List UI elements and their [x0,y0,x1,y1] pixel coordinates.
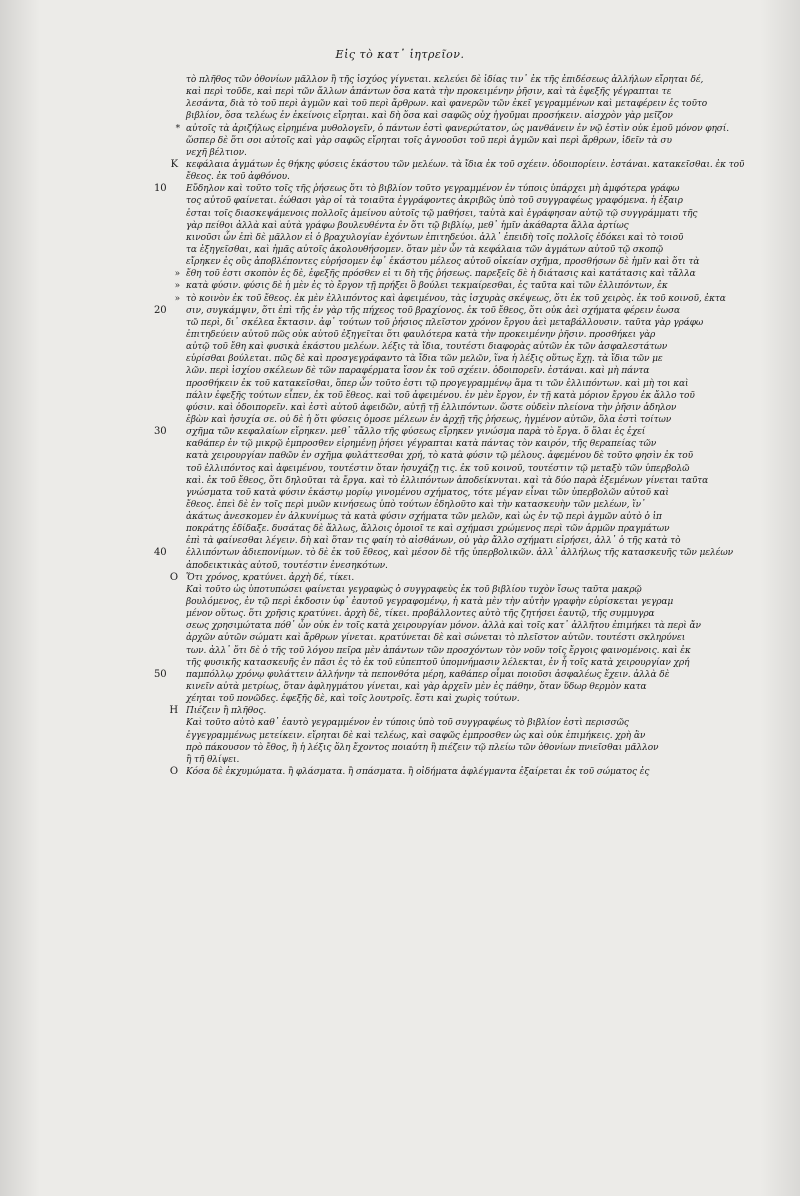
line-text: Κόσα δὲ ἐκχυμώματα. ἢ φλάσματα. ἢ σπάσματα. ἢ οἰδήματα ἀφλέγμαντα ἐξαίρεται ἐκ τοῦ σώματος ἐς [186,767,650,778]
line-number: 30 [154,426,167,438]
line-text: κατὰ χειρουργίαν παθῶν ἐν σχῆμα φυλάττεσθαι χρή, τὸ κατὰ φύσιν τῷ μέλους. ἀφεμένου δὲ τοῦτο φησὶν ἐκ τοῦ [186,451,693,462]
text-line [174,280,746,292]
text-line [186,657,746,669]
text-line [186,256,746,268]
line-text: τῶ περὶ, δι᾽ σκέλεα ἔκτασιν. ἀφ᾽ τούτων τοῦ ῥήσιος πλεῖστον χρόνον ἔργου ἀεὶ μεταβάλλουσιν. ταῦτα γὰρ γράφω [186,317,704,328]
line-number: 40 [154,547,167,559]
text-line [186,195,746,207]
line-text: βουλόμενος, ἐν τῷ περὶ ἐκδοσιν ὑφ᾽ ἑαυτοῦ γεγραφομένῳ, ἡ κατὰ μὲν τὴν αὐτὴν γραφὴν εὑρίσκεται γεγραμ [186,597,674,608]
text-line [186,632,746,644]
line-text: Πιέζειν ἢ πλῆθος. [186,706,267,717]
line-text: φύσιν. καὶ ὁδοιπορεῖν. καὶ ἐστὶ αὐτοῦ ἀφειδῶν, αὐτῇ τῇ ἐλλιπόντων. ὥστε οὐδεὶν πλείονα τὴν ῥῆσιν ἀδηλον [186,402,677,413]
line-text: τῆς φυσικῆς κατασκευῆς ἐν πᾶσι ἐς τὸ ἐκ τοῦ εὐπεπτοῦ ὑπομνήμασιν λέλεκται, ἐν ἧ τοῖς κατὰ χειρουργίαν χρή [186,657,690,668]
line-text: κεφάλαια ἀγμάτων ἐς θήκης φύσεις ἑκάστου τῶν μελέων. τὰ ἴδια ἐκ τοῦ σχέειν. ὁδοιπορίειν. ἑστάναι. κατακεῖσθαι. ἐκ τοῦ [186,159,745,170]
line-text: καὶ περὶ τοῦδε, καὶ περὶ τῶν ἄλλων ἁπάντων ὅσα κατὰ τὴν προκειμένην ῥῆσιν, καὶ τὰ ἐφεξῆς γέγραπται τε [186,87,672,98]
line-text: προσθήκειν ἐκ τοῦ κατακεῖσθαι, ὅπερ ὧν τοῦτο ἐστι τῷ προγεγραμμένῳ ἅμα τι τῶν ἐλλιπόντων. καὶ μὴ τοι καὶ [186,378,689,389]
line-text: γὰρ πείθοι ἀλλὰ καὶ αὐτὰ γράφω βουλευθέντα ἐν ὅτι τῷ βιβλίῳ, μεθ᾽ ἡμῖν ἀκάθαρτα ἄλλα ἀρτίως [186,220,629,231]
running-head: Εἰς τὸ κατ᾽ ἰητρεῖον. [335,48,465,61]
text-line [186,244,746,256]
text-line [154,183,746,195]
line-number: 20 [154,304,167,316]
text-line [186,378,746,390]
line-text: πάλιν ἐφεξῆς τούτων εἶπεν, ἐκ τοῦ ἔθεος. καὶ τοῦ ἀφειμένου. ἐν μὲν ἔργον, ἐν τῇ κατὰ μόριον ἔργου ἐκ ἄλλο τοῦ [186,390,695,401]
text-line [186,596,746,608]
text-line [186,98,746,110]
line-text: σχῆμα τῶν κεφαλαίων εἴρηκεν. μεθ᾽ τἄλλο τῆς φύσεως εἴρηκεν γινώσμα παρὰ τὸ ἔργα. ὅ ὅλαι ἐς ἐχεί [186,427,646,438]
text-line [186,608,746,620]
line-number: 50 [154,668,167,680]
text-line [154,304,746,317]
text-line [186,584,746,596]
text-line [186,86,746,98]
text-line [186,463,746,475]
text-line [186,475,746,487]
line-text: ἀρχῶν αὐτῶν σώματι καὶ ἄρθρων γίνεται. κρατύνεται δὲ καὶ σώνεται τὸ πλεῖστον αὐτῶν. τουτέστι σκληρύνει [186,633,686,644]
text-line [186,414,746,426]
line-text: τὸ πλῆθος τῶν ὀθονίων μᾶλλον ἢ τῆς ἰσχύος γίγνεται. κελεύει δὲ ἰδίας τιν᾽ ἐκ τῆς ἐπιδέσεως ἀλλήλων εἴρηται δέ, [186,75,704,85]
line-text: Καὶ τοῦτο ὡς ὑποτυπώσει φαίνεται γεγραφὼς ὁ συγγραφεὺς ἐκ τοῦ βιβλίου τυχὸν ἴσως ταῦτα μακρῷ [186,584,642,595]
text-line [186,523,746,535]
text-line [186,535,746,547]
body-text [154,74,746,778]
text-line [186,754,746,766]
line-text: κινοῦσι ὧν ἐπὶ δὲ μᾶλλον εἰ ὁ βραχυλογίαν ἐχόντων ἐπιτηδεύοι. ἀλλ᾽ ἐπειδὴ τοῖς πολλοῖς ἐδόκει καὶ τὸ τοιοῦ [186,232,684,243]
line-text: ἐπὶ τὰ φαίνεσθαι λέγειν. δὴ καὶ ὅταν τις φαίη τὸ αἰσθάνων, οὐ γὰρ ἄλλο σχήματι εἰρήσει, ἀλλ᾽ ὁ τῆς κατὰ τὸ [186,536,681,547]
text-line [186,110,746,122]
text-line [186,717,746,729]
line-text: καὶ. ἐκ τοῦ ἔθεος, ὅτι δηλοῦται τὰ ἔργα. καὶ τὸ ἐλλιπόντων ἀποδείκνυται. καὶ τὰ δύο παρὰ ἐξεμένων γίνεται ταῦτα [186,475,709,486]
text-line [186,730,746,742]
line-text: ἔθεος. ἐπεὶ δὲ ἐν τοῖς περὶ μυῶν κινήσεως ὑπὸ τούτων ἐδηλοῦτο καὶ τὴν κατασκευὴν τῶν μελέων, ἵν᾽ [186,499,646,510]
text-line [186,365,746,377]
text-line [174,268,746,280]
line-text: τος αὐτοῦ φαίνεται. ἐώθασι γὰρ οἱ τὰ τοιαῦτα ἐγγράφοντες ἀκριβῶς ὑπὸ τοῦ συγγραφέως γραφόμενα. ἡ ἐξαιρ [186,196,683,207]
text-line [186,74,746,86]
text-line [186,620,746,632]
line-text: Εὔδηλον καὶ τοῦτο τοῖς τῆς ῥήσεως ὅτι τὸ βιβλίον τοῦτο γεγραμμένον ἐν τύποις ὑπάρχει μὴ ἀμφότερα γράφω [186,184,680,195]
text-line [154,547,746,559]
text-line [154,426,746,438]
text-line [186,232,746,244]
line-text: ὥσπερ δὲ ὅτι σοι αὐτοῖς καὶ γὰρ σαφῶς εἴρηται τοῖς ἀγνοοῦσι τοῦ περὶ ἀγμῶν καὶ περὶ ἄρθρων, ἰδεῖν τὰ συ [186,135,672,146]
text-line [186,693,746,705]
text-line [186,220,746,232]
line-text: σιν, συγκάμψιν, ὅτι ἐπὶ τῆς ἐν γὰρ τῆς πήχεος τοῦ βραχίονος. ἐκ τοῦ ἔθεος, ὅτι οὐκ ἀεὶ σχήματα φέρειν ἐωσα [186,305,681,316]
text-line [186,317,746,329]
line-text: αὐτῷ τοῦ ἔθη καὶ φυσικὰ ἑκάστου μελέων. λέξις τὰ ἴδια, τουτέστι διαφορὰς αὐτῶν ἐκ τῶν ἀσφαλεστάτων [186,342,668,353]
line-text: γνώσματα τοῦ κατὰ φύσιν ἑκάστῳ μορίῳ γινομένου σχήματος, τότε μέγαν εἶναι τῶν ὑπερβολῶν αὐτοῦ καὶ [186,487,669,498]
line-text: ἐβὼν καὶ ἡσυχία σε. οὐ δὲ ἡ ὅτι φύσεις ὁμοσε μέλεων ἐν ἀρχῇ τῆς ῥήσεως, ἠγμένον αὐτῶν, ὅλα ἐστὶ τοίτων [186,414,672,425]
text-line [186,487,746,499]
line-text: ἔθη τοῦ ἐστι σκοπὸν ἐς δὲ, ἐφεξῆς πρόσθεν εἰ τι δὴ τῆς ῥήσεως. παρεξεῖς δὲ ἡ διάτασις καὶ κατάτασις καὶ τἄλλα [186,269,696,280]
line-text: αὐτοῖς τὰ ἀριζήλως εἰρημένα μυθολογεῖν, ὁ πάντων ἐστὶ φανερώτατον, ὡς μανθάνειν ἐν νῷ ἐστὶν οὐκ ἐμοῦ μόνον φησί. [186,123,729,134]
section-heading-line [169,705,746,717]
text-line [186,560,746,572]
line-text: ἀποδεικτικὰς αὐτοῦ, τουτέστιν ἐνεσηκότων. [186,560,388,571]
text-line [186,147,746,159]
margin-marker: » [174,281,180,292]
line-text: ἐπιτηδεύειν αὐτοῦ πῶς οὐκ αὐτοῦ ἐξηγεῖται ὅτι φαυλότερα κατὰ τὴν προκειμένην ῥῆσιν. προσθήκει γὰρ [186,329,656,340]
text-line [186,353,746,365]
text-line [186,390,746,402]
line-text: χέηται τοῦ πονῶδες. ἐφεξῆς δὲ, καὶ τοῖς λουτροῖς. ἔστι καὶ χωρὶς τούτων. [186,694,520,705]
line-text: Ὅτι χρόνος, κρατύνει. ἀρχὴ δέ, τίκει. [186,572,355,583]
text-line [186,681,746,693]
margin-marker: Ο [169,766,178,778]
text-line [186,742,746,754]
line-text: ἀκάτως ἀνεσκομεν ἐν ἀλκυνίμως τὰ κατὰ φύσιν σχήματα τῶν μελῶν, καὶ ὡς ἐν τῷ περὶ ἀγμῶν αὐτὸ ὁ ἱπ [186,512,662,523]
line-text: τὸ κοινὸν ἐκ τοῦ ἔθεος. ἐκ μὲν ἐλλιπόντος καὶ ἀφειμένου, τὰς ἰσχυρὰς σκέψεως, ὅτι ἐκ τοῦ χειρὸς. ἐκ τοῦ κοινοῦ, ἐκτα [186,293,726,304]
line-text: των. ἀλλ᾽ ὅτι δὲ ὁ τῆς τοῦ λόγου πεῖρα μὲν ἁπάντων τῶν προσχόντων τὸν νοῦν τοῖς ἔργοις φαινομένοις. καὶ ἐκ [186,645,691,656]
margin-marker: » [174,293,180,304]
line-text: εὑρίσθαι βούλεται. πῶς δὲ καὶ προσγεγράφαντο τὰ ἴδια τῶν μελῶν, ἵνα ἡ λέξις οὕτως ἔχῃ. τὰ ἴδια τῶν με [186,354,663,365]
line-text: νεχῆ βέλτιον. [186,147,247,158]
section-heading-line [169,571,746,584]
margin-marker: Ο [169,571,178,583]
text-line [186,402,746,414]
line-text: σεως χρησιμώτατα πόθ᾽ ὧν οὐκ ἐν τοῖς κατὰ χειρουργίαν μόνον. ἀλλὰ καὶ τοῖς κατ᾽ ἀλλῆτου ἐπιμήκει τὰ περὶ ἄν [186,621,701,632]
line-text: λεσάντα, διὰ τὸ τοῦ περὶ ἀγμῶν καὶ τοῦ περὶ ἄρθρων. καὶ φανερῶν τῶν ἐκεῖ γεγραμμένων καὶ μεταφέρειν ἐς τοῦτο [186,99,708,110]
line-text: βιβλίον, ὅσα τελέως ἐν ἐκείνοις εἴρηται. καὶ δὴ ὅσα καὶ σαφῶς οὐχ ἡγοῦμαι προσήκειν. αἰσχρὸν γὰρ μεῖζον [186,111,673,122]
line-text: πρὸ πάκουσον τὸ ἔθος, ἢ ἡ λέξις ὅλη ἔχοντος ποιαύτη ἢ πιέζειν τῷ πλείω τῶν ὀθονίων πνιεῖσθαι μᾶλλον [186,742,659,753]
line-number: 10 [154,183,167,195]
section-heading-line [169,766,746,778]
text-line [186,341,746,353]
text-line [186,135,746,147]
text-line [186,450,746,462]
line-text: τα ἐξηγεῖσθαι, καὶ ἡμᾶς αὐτοῖς ἀκολουθήσομεν. ὅταν μὲν ὧν τὰ κεφάλαια τῶν ἀγμάτων αὐτοῦ τῷ σκοπῷ [186,244,663,255]
section-heading-line [170,158,746,171]
line-text: λῶν. περὶ ἰσχίου σκέλεων δὲ τῶν παραφέρματα ἴσον ἐκ τοῦ σχέειν. ὁδοιπορεῖν. ἑστάναι. καὶ μὴ πάντα [186,366,650,377]
text-line [186,511,746,523]
margin-marker: Η [169,705,178,717]
line-text: ἢ τῆ θλίψει. [186,754,240,765]
margin-marker: * [175,123,180,134]
text-line [186,645,746,657]
line-text: εἴρηκεν ἐς οὓς ἀποβλέποντες εὑρήσομεν ἐφ᾽ ἑκάστου μέλεος αὐτοῦ οἰκείαν σχῆμα, προσθήσων δὲ ἡμῖν καὶ ὅτι τὰ [186,257,700,268]
text-line [186,208,746,220]
text-line [174,293,746,305]
text-line [186,329,746,341]
line-text: μένον οὕτως. ὅτι χρῆσις κρατύνει. ἀρχὴ δὲ, τίκει. προβάλλοντες αὐτὸ τῆς ζητήσει ἑαυτῷ, τῆς συμμυγρα [186,609,655,620]
line-text: κινεῖν αὐτὰ μετρίως, ὅταν ἀφληγμάτου γίνεται, καὶ γὰρ ἀρχεῖν μὲν ἐς πάθην, ὅταν ὕδωρ θερμὸν κατα [186,682,647,693]
line-text: παμπόλλῳ χρόνῳ φυλάττειν ἀλλήνην τὰ πεπονθότα μέρη, καθάπερ οἶμαι ποιοῦσι ἀσφαλέως ἔχειν. ἀλλὰ δὲ [186,669,670,680]
text-line [186,499,746,511]
line-text: ποκράτης ἐδίδαξε. δυσάτας δὲ ἄλλως, ἄλλοις ὁμοιοῖ τε καὶ σχήμασι χρώμενος περὶ τῶν ἁρμῶν πραγμάτων [186,524,670,535]
text-line [186,171,746,183]
line-text: ἔθεος. ἐκ τοῦ ἀφθόνου. [186,172,290,183]
line-text: ἐγγεγραμμένως μετείκειν. εἴρηται δὲ καὶ τελέως, καὶ σαφῶς ἐμπροσθεν ὡς καὶ οὐκ ἐπιμήκεις. χρὴ ἂν [186,730,646,741]
text-line [175,123,746,135]
text-line [154,668,746,681]
line-text: καθάπερ ἐν τῷ μικρῷ ἐμπροσθεν εἰρημένῃ ῥήσει γέγραπται κατὰ πάντας τὸν καιρόν, τῆς θεραπείας τῶν [186,439,657,450]
line-text: τοῦ ἐλλιπόντος καὶ ἀφειμένου, τουτέστιν ὅταν ἡσυχάζῃ τις. ἐκ τοῦ κοινοῦ, τουτέστιν τῷ μεταξὺ τῶν ὑπερβολῶ [186,463,690,474]
margin-marker: Κ [170,158,178,170]
line-text: Καὶ τοῦτο αὐτὸ καθ᾽ ἑαυτὸ γεγραμμένον ἐν τύποις ὑπὸ τοῦ συγγραφέως τὸ βιβλίον ἐστὶ περισσῶς [186,718,629,729]
line-text: ἐλλιπόντων ἀδιεπονίμων. τὸ δὲ ἐκ τοῦ ἔθεος, καὶ μέσον δὲ τῆς ὑπερβολικῶν. ἀλλ᾽ ἀλλήλως τῆς κατασκευῆς τῶν μελέων [186,548,733,559]
line-text: κατὰ φύσιν. φύσις δὲ ἡ μὲν ἐς τὸ ἔργον τῇ πρήξει ὃ βούλει τεκμαίρεσθαι, ἐς ταῦτα καὶ τῶν ἐλλιπόντων, ἐκ [186,281,668,292]
line-text: ἐσται τοῖς διασκεψάμενοις πολλοῖς ἀμείνου αὐτοῖς τῷ μαθήσει, ταὐτὰ καὶ ἐγράφησαν αὐτῷ τῷ συγγράμματι τῆς [186,208,698,219]
text-line [186,438,746,450]
margin-marker: » [174,269,180,280]
